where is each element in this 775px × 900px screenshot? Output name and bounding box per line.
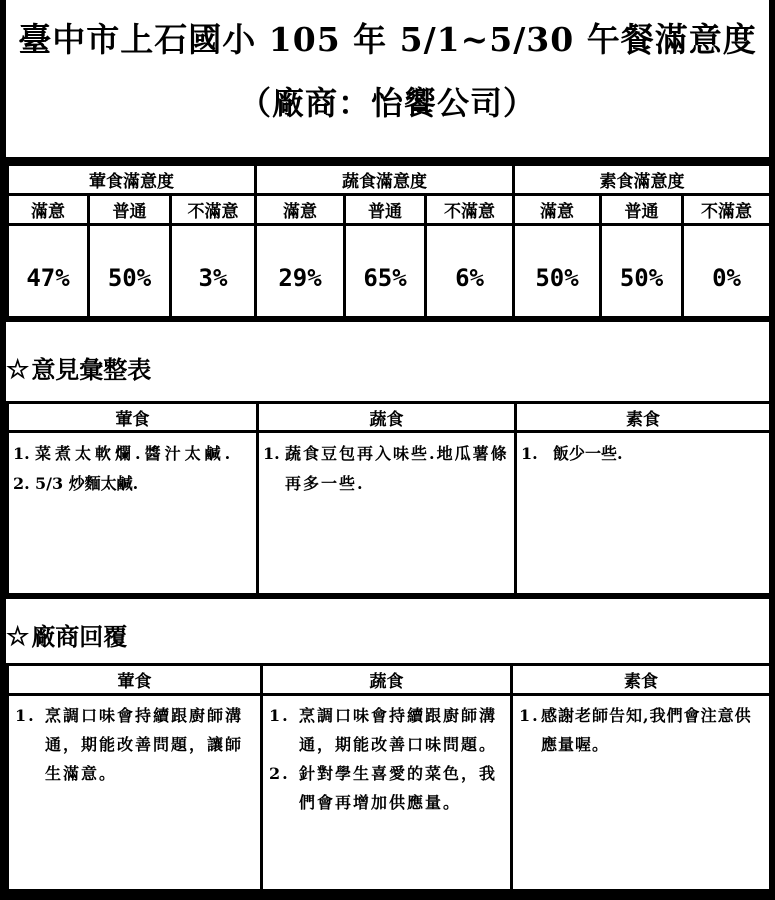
opinions-header-row bbox=[8, 403, 771, 432]
replies-col-vegan: 素食 bbox=[512, 665, 771, 695]
level-unsatisfied: 不滿意 bbox=[171, 195, 256, 225]
replies-heading-text: 廠商回覆 bbox=[31, 622, 128, 651]
replies-table bbox=[6, 663, 769, 889]
list-item: 1. 感謝老師告知,我們會注意供應量喔。 bbox=[519, 706, 752, 754]
vendor-subtitle: （廠商：怡饗公司） bbox=[238, 84, 536, 122]
value-meat-satisfied: 47% bbox=[8, 225, 89, 322]
replies-cell-veg bbox=[262, 695, 512, 898]
replies-cell-meat bbox=[8, 695, 262, 898]
level-average: 普通 bbox=[601, 195, 683, 225]
value-vegan-satisfied: 50% bbox=[514, 225, 601, 322]
replies-body-row bbox=[8, 695, 771, 898]
opinions-col-vegan: 素食 bbox=[516, 403, 771, 432]
list-item: 1. 菜煮太軟爛.醬汁太鹹. bbox=[13, 444, 235, 463]
value-veg-unsatisfied: 6% bbox=[426, 225, 514, 322]
list-item: 1. 飯少一些. bbox=[521, 444, 623, 463]
level-satisfied: 滿意 bbox=[514, 195, 601, 225]
title-block bbox=[6, 0, 769, 157]
list-item: 1. 蔬食豆包再入味些.地瓜薯條再多一些. bbox=[263, 444, 509, 493]
opinions-table bbox=[6, 401, 769, 593]
list-item: 1. 烹調口味會持續跟廚師溝通，期能改善問題，讓師生滿意。 bbox=[15, 706, 244, 783]
satisfaction-level-row bbox=[8, 195, 771, 225]
group-veg-header: 蔬食滿意度 bbox=[256, 165, 514, 195]
level-unsatisfied: 不滿意 bbox=[426, 195, 514, 225]
level-unsatisfied: 不滿意 bbox=[683, 195, 771, 225]
level-satisfied: 滿意 bbox=[8, 195, 89, 225]
opinions-cell-vegan bbox=[516, 432, 771, 597]
bottom-border bbox=[0, 889, 775, 900]
value-veg-average: 65% bbox=[345, 225, 426, 322]
group-vegan-header: 素食滿意度 bbox=[514, 165, 771, 195]
opinions-body-row bbox=[8, 432, 771, 597]
replies-header-row bbox=[8, 665, 771, 695]
opinions-col-meat: 葷食 bbox=[8, 403, 258, 432]
opinions-heading-text: 意見彙整表 bbox=[31, 355, 152, 384]
replies-section-heading bbox=[6, 599, 769, 663]
replies-col-veg: 蔬食 bbox=[262, 665, 512, 695]
list-item: 2. 5/3 炒麵太鹹. bbox=[13, 474, 139, 493]
value-veg-satisfied: 29% bbox=[256, 225, 345, 322]
group-meat-header: 葷食滿意度 bbox=[8, 165, 256, 195]
value-meat-unsatisfied: 3% bbox=[171, 225, 256, 322]
replies-col-meat: 葷食 bbox=[8, 665, 262, 695]
list-item: 1. 烹調口味會持續跟廚師溝通，期能改善口味問題。 bbox=[269, 706, 498, 754]
level-average: 普通 bbox=[345, 195, 426, 225]
star-icon: ☆ bbox=[6, 355, 30, 385]
star-icon: ☆ bbox=[6, 622, 30, 652]
value-vegan-unsatisfied: 0% bbox=[683, 225, 771, 322]
satisfaction-table bbox=[6, 163, 769, 316]
level-satisfied: 滿意 bbox=[256, 195, 345, 225]
opinions-section-heading bbox=[6, 322, 769, 401]
replies-cell-vegan bbox=[512, 695, 771, 898]
level-average: 普通 bbox=[89, 195, 171, 225]
opinions-col-veg: 蔬食 bbox=[258, 403, 516, 432]
value-vegan-average: 50% bbox=[601, 225, 683, 322]
opinions-cell-veg bbox=[258, 432, 516, 597]
satisfaction-group-row bbox=[8, 165, 771, 195]
opinions-cell-meat bbox=[8, 432, 258, 597]
page-title: 臺中市上石國小 105 年 5/1~5/30 午餐滿意度 bbox=[18, 20, 757, 59]
satisfaction-value-row bbox=[8, 225, 771, 322]
list-item: 2. 針對學生喜愛的菜色，我們會再增加供應量。 bbox=[269, 764, 498, 812]
value-meat-average: 50% bbox=[89, 225, 171, 322]
